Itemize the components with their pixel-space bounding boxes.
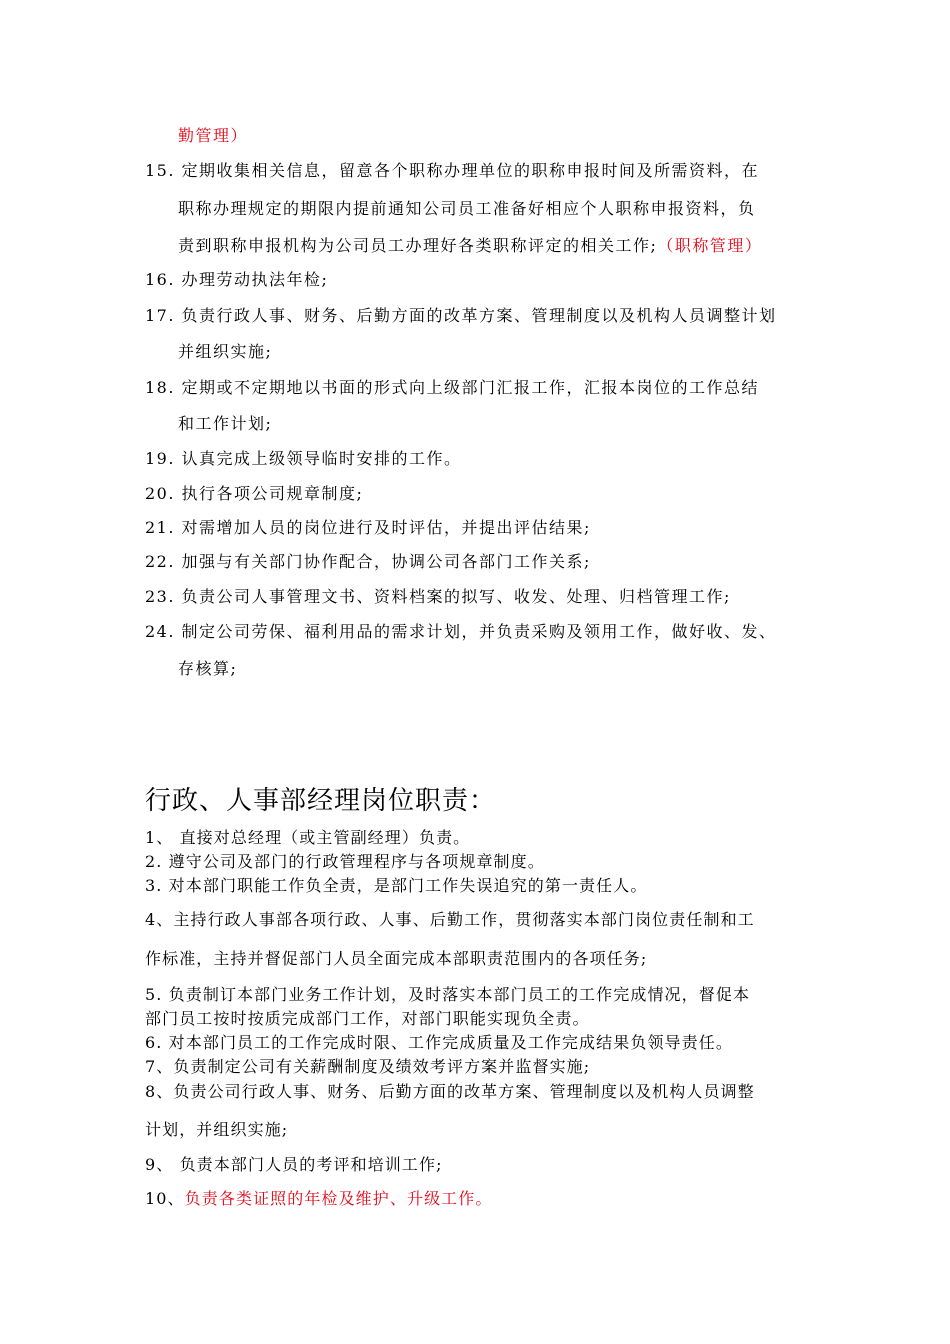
list-item-23: 23. 负责公司人事管理文书、资料档案的拟写、收发、处理、归档管理工作; bbox=[145, 587, 731, 606]
list-item-15-line3-text: 责到职称申报机构为公司员工办理好各类职称评定的相关工作; bbox=[178, 236, 658, 255]
duty-item-10-number: 10、 bbox=[145, 1189, 185, 1208]
duty-item-9: 9、 负责本部门人员的考评和培训工作; bbox=[145, 1155, 443, 1174]
list-item-15-line2: 职称办理规定的期限内提前通知公司员工准备好相应个人职称申报资料，负 bbox=[178, 199, 756, 218]
duty-item-4-line1: 4、主持行政人事部各项行政、人事、后勤工作，贯彻落实本部门岗位责任制和工 bbox=[145, 910, 755, 929]
section-heading: 行政、人事部经理岗位职责： bbox=[145, 786, 497, 816]
list-item-15-line1: 15. 定期收集相关信息，留意各个职称办理单位的职称申报时间及所需资料，在 bbox=[145, 161, 760, 180]
duty-item-10 bbox=[145, 1189, 492, 1209]
list-item-15-highlight: （职称管理） bbox=[657, 236, 763, 255]
list-item-18-line2: 和工作计划; bbox=[178, 414, 273, 433]
list-item-24-line1: 24. 制定公司劳保、福利用品的需求计划，并负责采购及领用工作，做好收、发、 bbox=[145, 622, 777, 641]
list-item-22: 22. 加强与有关部门协作配合，协调公司各部门工作关系; bbox=[145, 552, 591, 571]
list-item-15-line3 bbox=[178, 236, 762, 256]
list-item-18-line1: 18. 定期或不定期地以书面的形式向上级部门汇报工作，汇报本岗位的工作总结 bbox=[145, 378, 760, 397]
duty-item-5-line1: 5. 负责制订本部门业务工作计划，及时落实本部门员工的工作完成情况，督促本 bbox=[145, 985, 751, 1004]
duty-item-8-line1: 8、负责公司行政人事、财务、后勤方面的改革方案、管理制度以及机构人员调整 bbox=[145, 1082, 755, 1101]
list-item-17-line1: 17. 负责行政人事、财务、后勤方面的改革方案、管理制度以及机构人员调整计划 bbox=[145, 306, 777, 325]
duty-item-8-line2: 计划，并组织实施; bbox=[145, 1120, 289, 1139]
list-item-19: 19. 认真完成上级领导临时安排的工作。 bbox=[145, 449, 462, 468]
list-item-21: 21. 对需增加人员的岗位进行及时评估，并提出评估结果; bbox=[145, 518, 591, 537]
duty-item-3: 3. 对本部门职能工作负全责，是部门工作失误追究的第一责任人。 bbox=[145, 876, 648, 895]
list-item-24-line2: 存核算; bbox=[178, 659, 238, 678]
duty-item-1: 1、 直接对总经理（或主管副经理）负责。 bbox=[145, 828, 471, 847]
duty-item-2: 2. 遵守公司及部门的行政管理程序与各项规章制度。 bbox=[145, 852, 545, 871]
duty-item-7: 7、负责制定公司有关薪酬制度及绩效考评方案并监督实施; bbox=[145, 1057, 591, 1076]
list-item-17-line2: 并组织实施; bbox=[178, 342, 273, 361]
duty-item-10-highlight: 负责各类证照的年检及维护、升级工作。 bbox=[184, 1189, 493, 1208]
item-14-continuation: 勤管理） bbox=[178, 126, 249, 145]
list-item-20: 20. 执行各项公司规章制度; bbox=[145, 484, 364, 503]
duty-item-5-line2: 部门员工按时按质完成部门工作，对部门职能实现负全责。 bbox=[145, 1009, 590, 1028]
duty-item-6: 6. 对本部门员工的工作完成时限、工作完成质量及工作完成结果负领导责任。 bbox=[145, 1033, 733, 1052]
duty-item-4-line2: 作标准，主持并督促部门人员全面完成本部职责范围内的各项任务; bbox=[145, 949, 648, 968]
list-item-16: 16. 办理劳动执法年检; bbox=[145, 270, 329, 289]
